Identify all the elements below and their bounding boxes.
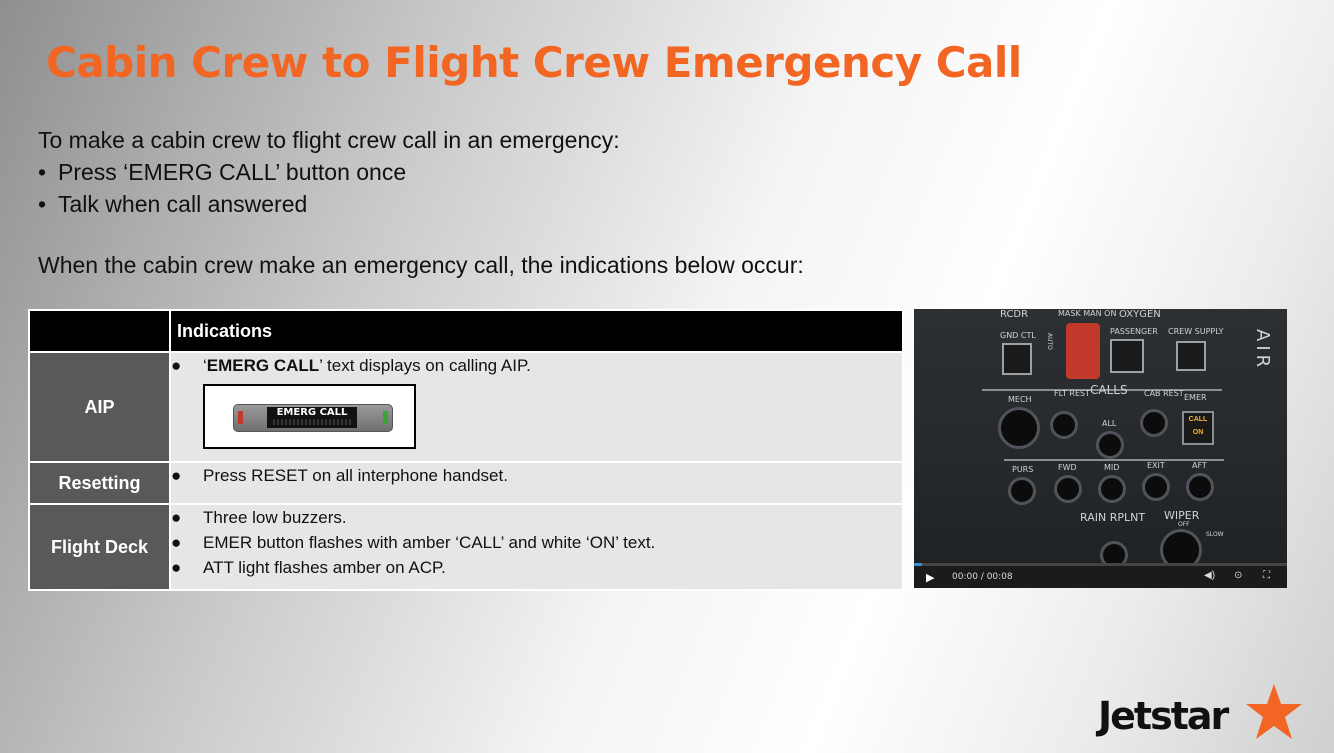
mid-button: [1098, 475, 1126, 503]
video-progress-fill: [914, 563, 922, 566]
panel-label: MID: [1104, 463, 1120, 472]
panel-divider: [1004, 459, 1224, 461]
panel-label: PASSENGER: [1110, 327, 1158, 336]
list-item: [171, 555, 902, 580]
list-item: [171, 353, 902, 378]
panel-label: CALLS: [1090, 383, 1128, 397]
purs-button: [1008, 477, 1036, 505]
panel-label: MECH: [1008, 395, 1032, 404]
flight-deck-text: EMER button flashes with amber ‘CALL’ and white ‘ON’ text.: [203, 533, 656, 552]
panel-label: EXIT: [1147, 461, 1165, 470]
emer-on-text: ON: [1192, 429, 1204, 436]
row-body-flight-deck: [170, 504, 903, 590]
intro-text: To make a cabin crew to flight crew call in an emergency:: [38, 127, 620, 153]
panel-label: RAIN RPLNT: [1080, 511, 1146, 524]
aip-bold-text: EMERG CALL: [206, 356, 320, 375]
flight-deck-text: Three low buzzers.: [203, 508, 347, 527]
flight-deck-text: ATT light flashes amber on ACP.: [203, 558, 446, 577]
step-item: • Press ‘EMERG CALL’ button once: [38, 156, 620, 188]
panel-label: PURS: [1012, 465, 1034, 474]
panel-label: ALL: [1102, 419, 1117, 428]
video-progress-bar[interactable]: [914, 563, 1287, 566]
step-item: • Talk when call answered: [38, 188, 620, 220]
bullet-icon: ●: [171, 466, 182, 485]
video-frame[interactable]: [914, 309, 1287, 563]
bullet-icon: ●: [171, 558, 182, 577]
header-indications: Indications: [170, 310, 903, 352]
jetstar-logo: [1098, 688, 1308, 744]
resetting-text: Press RESET on all interphone handset.: [203, 466, 508, 485]
play-icon[interactable]: ▶: [926, 572, 935, 584]
emer-button: [1182, 411, 1214, 445]
logo-text: Jetstar: [1098, 694, 1228, 738]
panel-label: EMER: [1184, 393, 1207, 402]
video-player[interactable]: [914, 309, 1287, 588]
mech-button: [998, 407, 1040, 449]
panel-label: OXYGEN: [1119, 309, 1161, 320]
volume-icon[interactable]: ◀): [1204, 570, 1216, 581]
aft-button: [1186, 473, 1214, 501]
panel-label: AUTO: [1046, 333, 1053, 350]
intro-block: [38, 124, 620, 220]
aip-display: [233, 404, 393, 432]
indications-lead: When the cabin crew make an emergency call, the indications below occur:: [38, 252, 804, 278]
aip-suffix: ’ text displays on calling AIP.: [319, 356, 531, 375]
indications-table: [28, 309, 904, 591]
aip-panel-image: [203, 384, 416, 449]
aip-prefix: ‘: [203, 356, 207, 375]
row-body-resetting: [170, 462, 903, 504]
list-item: [171, 463, 902, 488]
green-led-icon: [383, 411, 388, 424]
table-header-row: [29, 310, 903, 352]
panel-label: AIR: [1252, 329, 1273, 372]
panel-label: SLOW: [1206, 531, 1224, 538]
row-label-flight-deck: Flight Deck: [29, 504, 170, 590]
fullscreen-icon[interactable]: ⛶: [1263, 570, 1270, 581]
row-label-resetting: Resetting: [29, 462, 170, 504]
star-icon: [1242, 682, 1302, 742]
all-button: [1096, 431, 1124, 459]
settings-icon[interactable]: ⊙: [1234, 570, 1243, 581]
row-body-aip: [170, 352, 903, 462]
video-controls: [914, 563, 1287, 588]
bullet-icon: ●: [171, 533, 182, 552]
header-blank-cell: [29, 310, 170, 352]
panel-label: CAB REST: [1144, 389, 1184, 398]
aip-screen: [267, 407, 357, 428]
table-row: [29, 462, 903, 504]
passenger-switch: [1110, 339, 1144, 373]
table-row: [29, 352, 903, 462]
panel-label: MASK MAN ON: [1058, 309, 1117, 318]
panel-label: FLT REST: [1054, 389, 1090, 398]
cab-rest-button: [1140, 409, 1168, 437]
crew-supply-switch: [1176, 341, 1206, 371]
red-led-icon: [238, 411, 243, 424]
bullet-icon: ●: [171, 356, 182, 375]
gnd-ctl-switch: [1002, 343, 1032, 375]
panel-label: RCDR: [1000, 309, 1029, 320]
fwd-button: [1054, 475, 1082, 503]
panel-label: FWD: [1058, 463, 1077, 472]
panel-label: CREW SUPPLY: [1168, 327, 1224, 336]
bullet-icon: ●: [171, 508, 182, 527]
flt-rest-button: [1050, 411, 1078, 439]
steps-list: [38, 156, 620, 220]
list-item: [171, 530, 902, 555]
panel-label: OFF: [1178, 521, 1190, 528]
video-time: 00:00 / 00:08: [952, 572, 1013, 582]
slide-title: Cabin Crew to Flight Crew Emergency Call: [46, 38, 1022, 87]
table-row: [29, 504, 903, 590]
panel-label: GND CTL: [1000, 331, 1036, 340]
aip-screen-dots: [273, 419, 351, 425]
panel-label: AFT: [1192, 461, 1207, 470]
panel-label: WIPER: [1164, 509, 1200, 522]
emer-call-text: CALL: [1188, 416, 1208, 423]
red-guard-icon: [1066, 323, 1100, 379]
exit-button: [1142, 473, 1170, 501]
aip-screen-text: EMERG CALL: [276, 407, 348, 418]
row-label-aip: AIP: [29, 352, 170, 462]
list-item: [171, 505, 902, 530]
